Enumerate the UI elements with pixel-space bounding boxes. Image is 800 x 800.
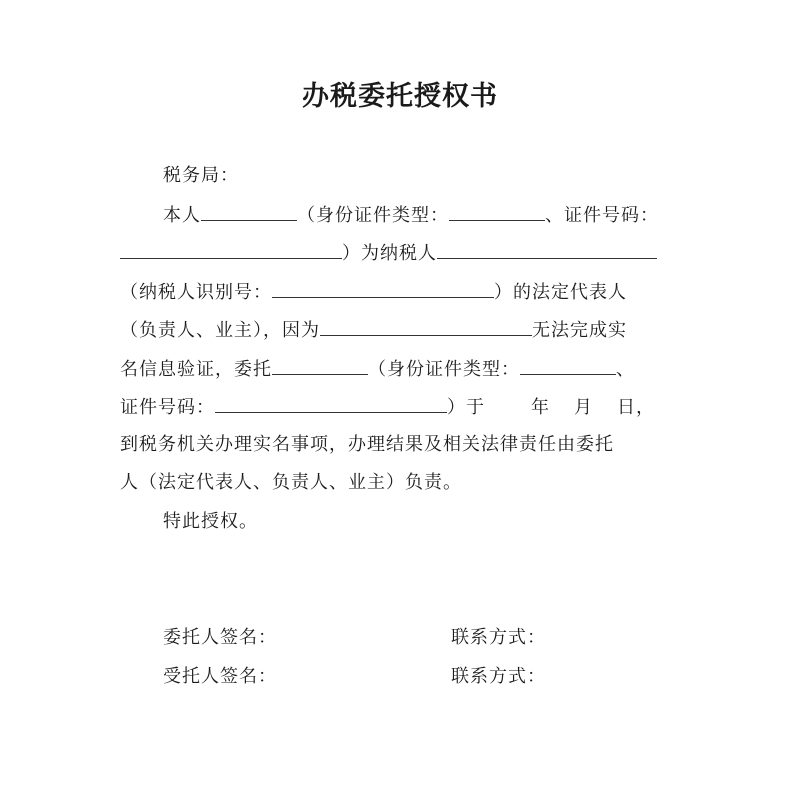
body-line-1: 本人 （身份证件类型： 、证件号码： bbox=[163, 202, 659, 228]
principal-id-number-blank bbox=[120, 240, 342, 259]
body-line-7: 到税务机关办理实名事项，办理结果及相关法律责任由委托 bbox=[120, 434, 614, 455]
principal-name-blank bbox=[201, 202, 297, 221]
agent-id-number-blank bbox=[215, 394, 447, 413]
body-line-3: （纳税人识别号： ）的法定代表人 bbox=[120, 279, 627, 305]
principal-id-type-blank bbox=[449, 202, 545, 221]
taxpayer-id-blank bbox=[272, 279, 494, 298]
body-line-5: 名信息验证，委托 （身份证件类型： 、 bbox=[120, 356, 635, 382]
agent-signature-label: 受托人签名： bbox=[163, 666, 277, 687]
document-title: 办税委托授权书 bbox=[302, 81, 498, 112]
agent-contact-label: 联系方式： bbox=[451, 666, 546, 687]
body-line-6: 证件号码： ）于 年 月 日， bbox=[120, 394, 655, 420]
closing-line: 特此授权。 bbox=[163, 511, 258, 532]
body-line-4: （负责人、业主），因为 无法完成实 bbox=[120, 317, 627, 343]
body-line-8: 人（法定代表人、负责人、业主）负责。 bbox=[120, 472, 462, 493]
agent-name-blank bbox=[272, 356, 368, 375]
principal-contact-label: 联系方式： bbox=[451, 627, 546, 648]
reason-blank bbox=[320, 317, 532, 336]
addressee: 税务局： bbox=[163, 165, 239, 186]
agent-id-type-blank bbox=[520, 356, 616, 375]
body-line-2: ）为纳税人 bbox=[120, 240, 657, 266]
principal-signature-label: 委托人签名： bbox=[163, 627, 277, 648]
taxpayer-name-blank bbox=[437, 240, 657, 259]
